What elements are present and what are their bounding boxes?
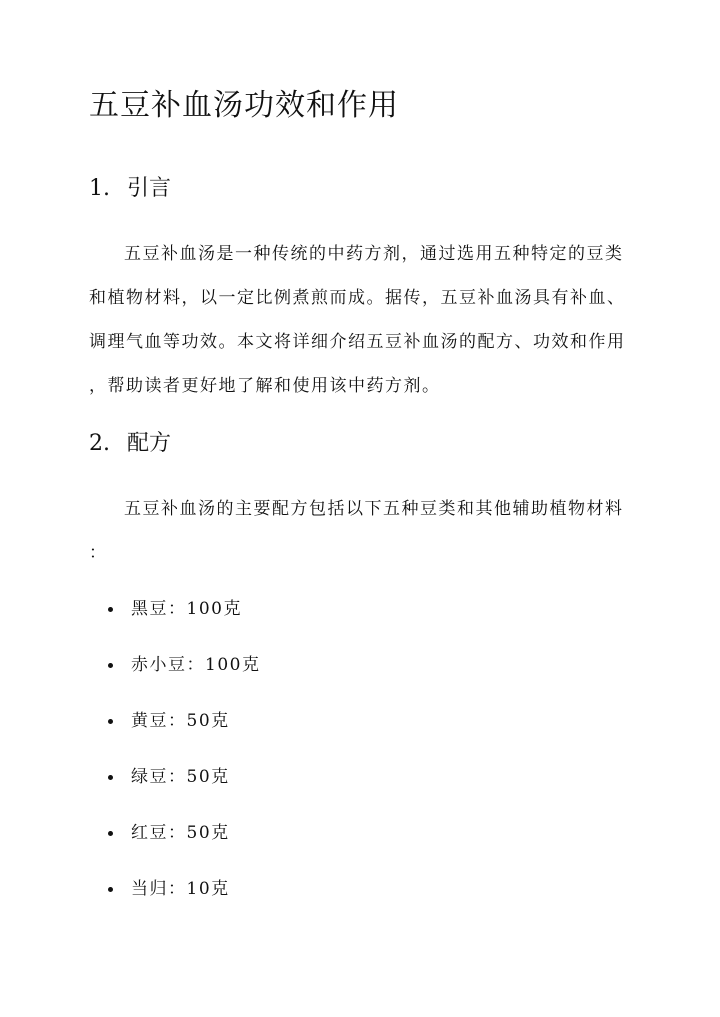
- paragraph-line: 调理气血等功效。本文将详细介绍五豆补血汤的配方、功效和作用: [89, 332, 626, 352]
- ingredient-text: 绿豆：50克: [131, 767, 230, 787]
- ingredient-list: [108, 598, 260, 934]
- paragraph-line: ：: [89, 543, 108, 563]
- list-item: [108, 710, 260, 766]
- paragraph-line: 五豆补血汤的主要配方包括以下五种豆类和其他辅助植物材料: [124, 499, 624, 519]
- bullet-icon: [108, 887, 113, 892]
- section-heading-text: 引言: [127, 176, 172, 201]
- ingredient-text: 黄豆：50克: [131, 711, 230, 731]
- bullet-icon: [108, 831, 113, 836]
- list-item: [108, 766, 260, 822]
- list-item: [108, 598, 260, 654]
- section-heading-introduction: [89, 174, 171, 204]
- section-number: 1.: [89, 176, 110, 201]
- paragraph-line: 五豆补血汤是一种传统的中药方剂，通过选用五种特定的豆类: [124, 244, 624, 264]
- list-item: [108, 822, 260, 878]
- section-heading-formula: [89, 429, 171, 459]
- section-heading-text: 配方: [127, 431, 172, 456]
- list-item: [108, 878, 260, 934]
- introduction-paragraph: [89, 243, 634, 419]
- ingredient-text: 当归：10克: [131, 879, 230, 899]
- ingredient-text: 黑豆：100克: [131, 599, 242, 619]
- section-number: 2.: [89, 431, 110, 456]
- paragraph-line: ，帮助读者更好地了解和使用该中药方剂。: [89, 376, 441, 396]
- formula-paragraph: [89, 498, 634, 586]
- paragraph-line: 和植物材料，以一定比例煮煎而成。据传，五豆补血汤具有补血、: [89, 288, 626, 308]
- list-item: [108, 654, 260, 710]
- bullet-icon: [108, 663, 113, 668]
- bullet-icon: [108, 607, 113, 612]
- document-title: 五豆补血汤功效和作用: [89, 88, 399, 123]
- bullet-icon: [108, 775, 113, 780]
- bullet-icon: [108, 719, 113, 724]
- ingredient-text: 赤小豆：100克: [131, 655, 261, 675]
- ingredient-text: 红豆：50克: [131, 823, 230, 843]
